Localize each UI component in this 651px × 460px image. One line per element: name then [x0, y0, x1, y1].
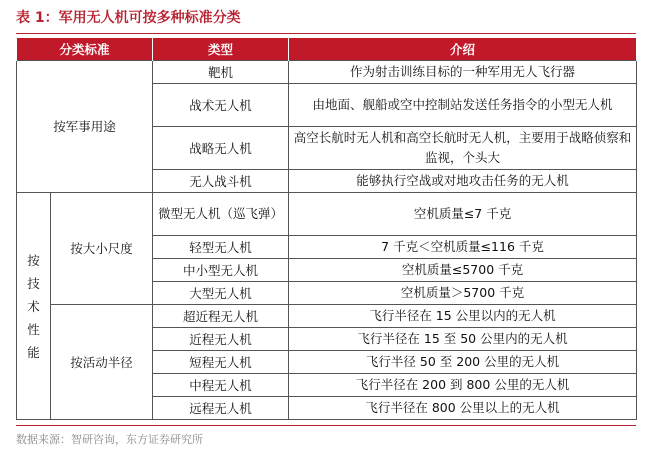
table-row: [17, 61, 637, 84]
type-cell: 战术无人机: [153, 84, 289, 127]
table-row: [17, 305, 637, 328]
intro-cell: 空机质量＞5700 千克: [289, 282, 637, 305]
intro-cell: 能够执行空战或对地攻击任务的无人机: [289, 170, 637, 193]
intro-cell: 空机质量≤5700 千克: [289, 259, 637, 282]
type-cell: 远程无人机: [153, 397, 289, 420]
type-cell: 中程无人机: [153, 374, 289, 397]
intro-cell: 飞行半径 50 至 200 公里的无人机: [289, 351, 637, 374]
bottom-divider: [16, 425, 636, 426]
intro-cell: 飞行半径在 200 到 800 公里的无人机: [289, 374, 637, 397]
group-technical-label: [17, 193, 51, 420]
type-cell: 轻型无人机: [153, 236, 289, 259]
type-cell: 短程无人机: [153, 351, 289, 374]
classification-table: [16, 38, 637, 420]
intro-cell: 飞行半径在 15 至 50 公里内的无人机: [289, 328, 637, 351]
source-note: 数据来源：智研咨询，东方证券研究所: [16, 433, 203, 446]
type-cell: 近程无人机: [153, 328, 289, 351]
title-divider: [16, 33, 636, 34]
type-cell: 中小型无人机: [153, 259, 289, 282]
type-cell: 大型无人机: [153, 282, 289, 305]
subgroup-size-label: 按大小尺度: [51, 193, 153, 305]
type-cell: 靶机: [153, 61, 289, 84]
header-standard: 分类标准: [17, 38, 153, 61]
intro-cell: 由地面、舰船或空中控制站发送任务指令的小型无人机: [289, 84, 637, 127]
type-cell: 超近程无人机: [153, 305, 289, 328]
intro-cell: 7 千克＜空机质量≤116 千克: [289, 236, 637, 259]
group-technical-text: 按技术性能: [27, 252, 40, 360]
table-title: 表 1：军用无人机可按多种标准分类: [16, 10, 241, 26]
table-header-row: [17, 38, 637, 61]
header-intro: 介绍: [289, 38, 637, 61]
type-cell: 微型无人机（巡飞弹）: [153, 193, 289, 236]
intro-cell: 飞行半径在 15 公里以内的无人机: [289, 305, 637, 328]
intro-cell: 作为射击训练目标的一种军用无人飞行器: [289, 61, 637, 84]
group-military-label: 按军事用途: [17, 61, 153, 193]
intro-cell: 高空长航时无人机和高空长航时无人机，主要用于战略侦察和监视，个头大: [289, 127, 637, 170]
intro-cell: 飞行半径在 800 公里以上的无人机: [289, 397, 637, 420]
intro-cell: 空机质量≤7 千克: [289, 193, 637, 236]
type-cell: 无人战斗机: [153, 170, 289, 193]
subgroup-radius-label: 按活动半径: [51, 305, 153, 420]
type-cell: 战略无人机: [153, 127, 289, 170]
table-row: [17, 193, 637, 236]
header-type: 类型: [153, 38, 289, 61]
